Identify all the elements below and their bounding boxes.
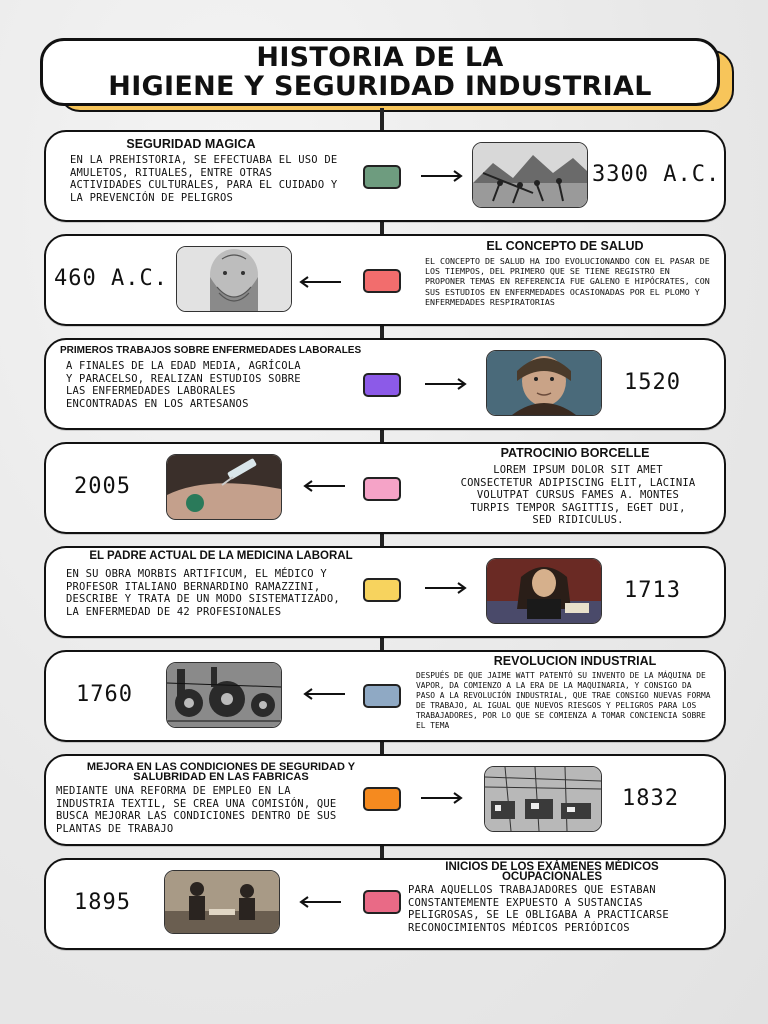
entry-6-year: 1760 (76, 682, 133, 707)
textile-factory-icon (484, 766, 602, 832)
arrow-right-icon (424, 378, 468, 390)
entry-1-heading: SEGURIDAD MAGICA (126, 137, 256, 151)
prehistoric-hunting-scene-icon (472, 142, 588, 208)
entry-6-heading: REVOLUCION INDUSTRIAL (493, 654, 657, 668)
entry-6-node (363, 684, 401, 708)
entry-8-year: 1895 (74, 890, 131, 915)
entry-3-heading: PRIMEROS TRABAJOS SOBRE ENFERMEDADES LABORALES (60, 345, 362, 356)
entry-5-node (363, 578, 401, 602)
ramazzini-portrait-icon (486, 558, 602, 624)
medical-injection-photo-icon (166, 454, 282, 520)
entry-7-node (363, 787, 401, 811)
entry-8-heading: INICIOS DE LOS EXÁMENES MÉDICOS OCUPACIONALES (445, 861, 659, 883)
entry-3-text: A FINALES DE LA EDAD MEDIA, AGRÍCOLA Y PARACELSO, REALIZAN ESTUDIOS SOBRE LAS ENFERMEDADES LABORALES ENCONTRADAS EN LOS ARTESANOS (66, 360, 301, 410)
entry-1-text: EN LA PREHISTORIA, SE EFECTUABA EL USO DE AMULETOS, RITUALES, ENTRE OTRAS ACTIVIDADES CULTURALES, PARA EL CUIDADO Y LA PREVENCIÓN DE PELIGROS (70, 154, 338, 204)
entry-8-node (363, 890, 401, 914)
entry-6-text: DESPUÉS DE QUE JAIME WATT PATENTÓ SU INVENTO DE LA MÁQUINA DE VAPOR, DA COMIENZO A LA ERA DE LA MAQUINARIA, Y CONSIGO DA PASO A LA REVOLUCIÓN INDUSTRIAL, QUE TRAE CONSIGO NUEVAS FORMA DE TRABAJO, AL IGUAL QUE NUEVOS RIESGOS Y PELIGROS PARA LOS TRABAJADORES, POR LO QUE SE COMIENZA A TOMAR CONCIENCIA SOBRE EL TEMA (416, 671, 711, 730)
entry-2-heading: EL CONCEPTO DE SALUD (486, 239, 644, 253)
entry-2-text: EL CONCEPTO DE SALUD HA IDO EVOLUCIONANDO CON EL PASAR DE LOS TIEMPOS, DEL PRIMERO QUE SE TIENE REGISTRO EN PROPONER TEMAS EN REFERENCIA FUE GALENO E HIPÓCRATES, CON SUS ESTUDIOS EN ENFERMEDADES OCASIONADAS POR EL PLOMO Y ENFERMEDADES RESPIRATORIAS (425, 256, 710, 307)
arrow-left-icon (302, 480, 346, 492)
entry-1-node (363, 165, 401, 189)
hippocrates-bust-icon (176, 246, 292, 312)
arrow-left-icon (298, 896, 342, 908)
medical-exam-photo-icon (164, 870, 280, 934)
arrow-right-icon (420, 170, 464, 182)
entry-8-text: PARA AQUELLOS TRABAJADORES QUE ESTABAN CONSTANTEMENTE EXPUESTO A SUSTANCIAS PELIGROSAS, SE LE OBLIGABA A PRACTICARSE RECONOCIMIENTOS MÉDICOS PERIÓDICOS (408, 884, 669, 934)
entry-2-year: 460 A.C. (54, 266, 168, 291)
title-line-2: HIGIENE Y SEGURIDAD INDUSTRIAL (108, 71, 652, 102)
entry-3-node (363, 373, 401, 397)
entry-4-year: 2005 (74, 474, 131, 499)
entry-4-text: LOREM IPSUM DOLOR SIT AMET CONSECTETUR ADIPISCING ELIT, LACINIA VOLUTPAT CURSUS FAMES A. MONTES TURPIS TEMPOR SAGITTIS, EGET DUI, SED RIDICULUS. (460, 464, 696, 526)
arrow-right-icon (424, 582, 468, 594)
paracelsus-portrait-icon (486, 350, 602, 416)
entry-1-year: 3300 A.C. (592, 162, 721, 187)
entry-2-node (363, 269, 401, 293)
arrow-right-icon (420, 792, 464, 804)
entry-7-heading: MEJORA EN LAS CONDICIONES DE SEGURIDAD Y SALUBRIDAD EN LAS FABRICAS (86, 761, 356, 783)
entry-4-heading: PATROCINIO BORCELLE (500, 446, 650, 460)
entry-3-year: 1520 (624, 370, 681, 395)
entry-5-year: 1713 (624, 578, 681, 603)
entry-7-text: MEDIANTE UNA REFORMA DE EMPLEO EN LA INDUSTRIA TEXTIL, SE CREA UNA COMISIÓN, QUE BUSCA MEJORAR LAS CONDICIONES DENTRO DE SUS PLANTAS DE TRABAJO (56, 785, 337, 835)
entry-7-year: 1832 (622, 786, 679, 811)
entry-4-node (363, 477, 401, 501)
entry-5-text: EN SU OBRA MORBIS ARTIFICUM, EL MÉDICO Y PROFESOR ITALIANO BERNARDINO RAMAZZINI, DESCRIBE Y TRATA DE UN MODO SISTEMATIZADO, LA ENFERMEDAD DE 42 PROFESIONALES (66, 568, 340, 618)
steam-machinery-icon (166, 662, 282, 728)
arrow-left-icon (302, 688, 346, 700)
title-box (40, 38, 720, 106)
title-line-1: HISTORIA DE LA (256, 42, 504, 73)
entry-5-heading: EL PADRE ACTUAL DE LA MEDICINA LABORAL (89, 550, 353, 562)
arrow-left-icon (298, 276, 342, 288)
